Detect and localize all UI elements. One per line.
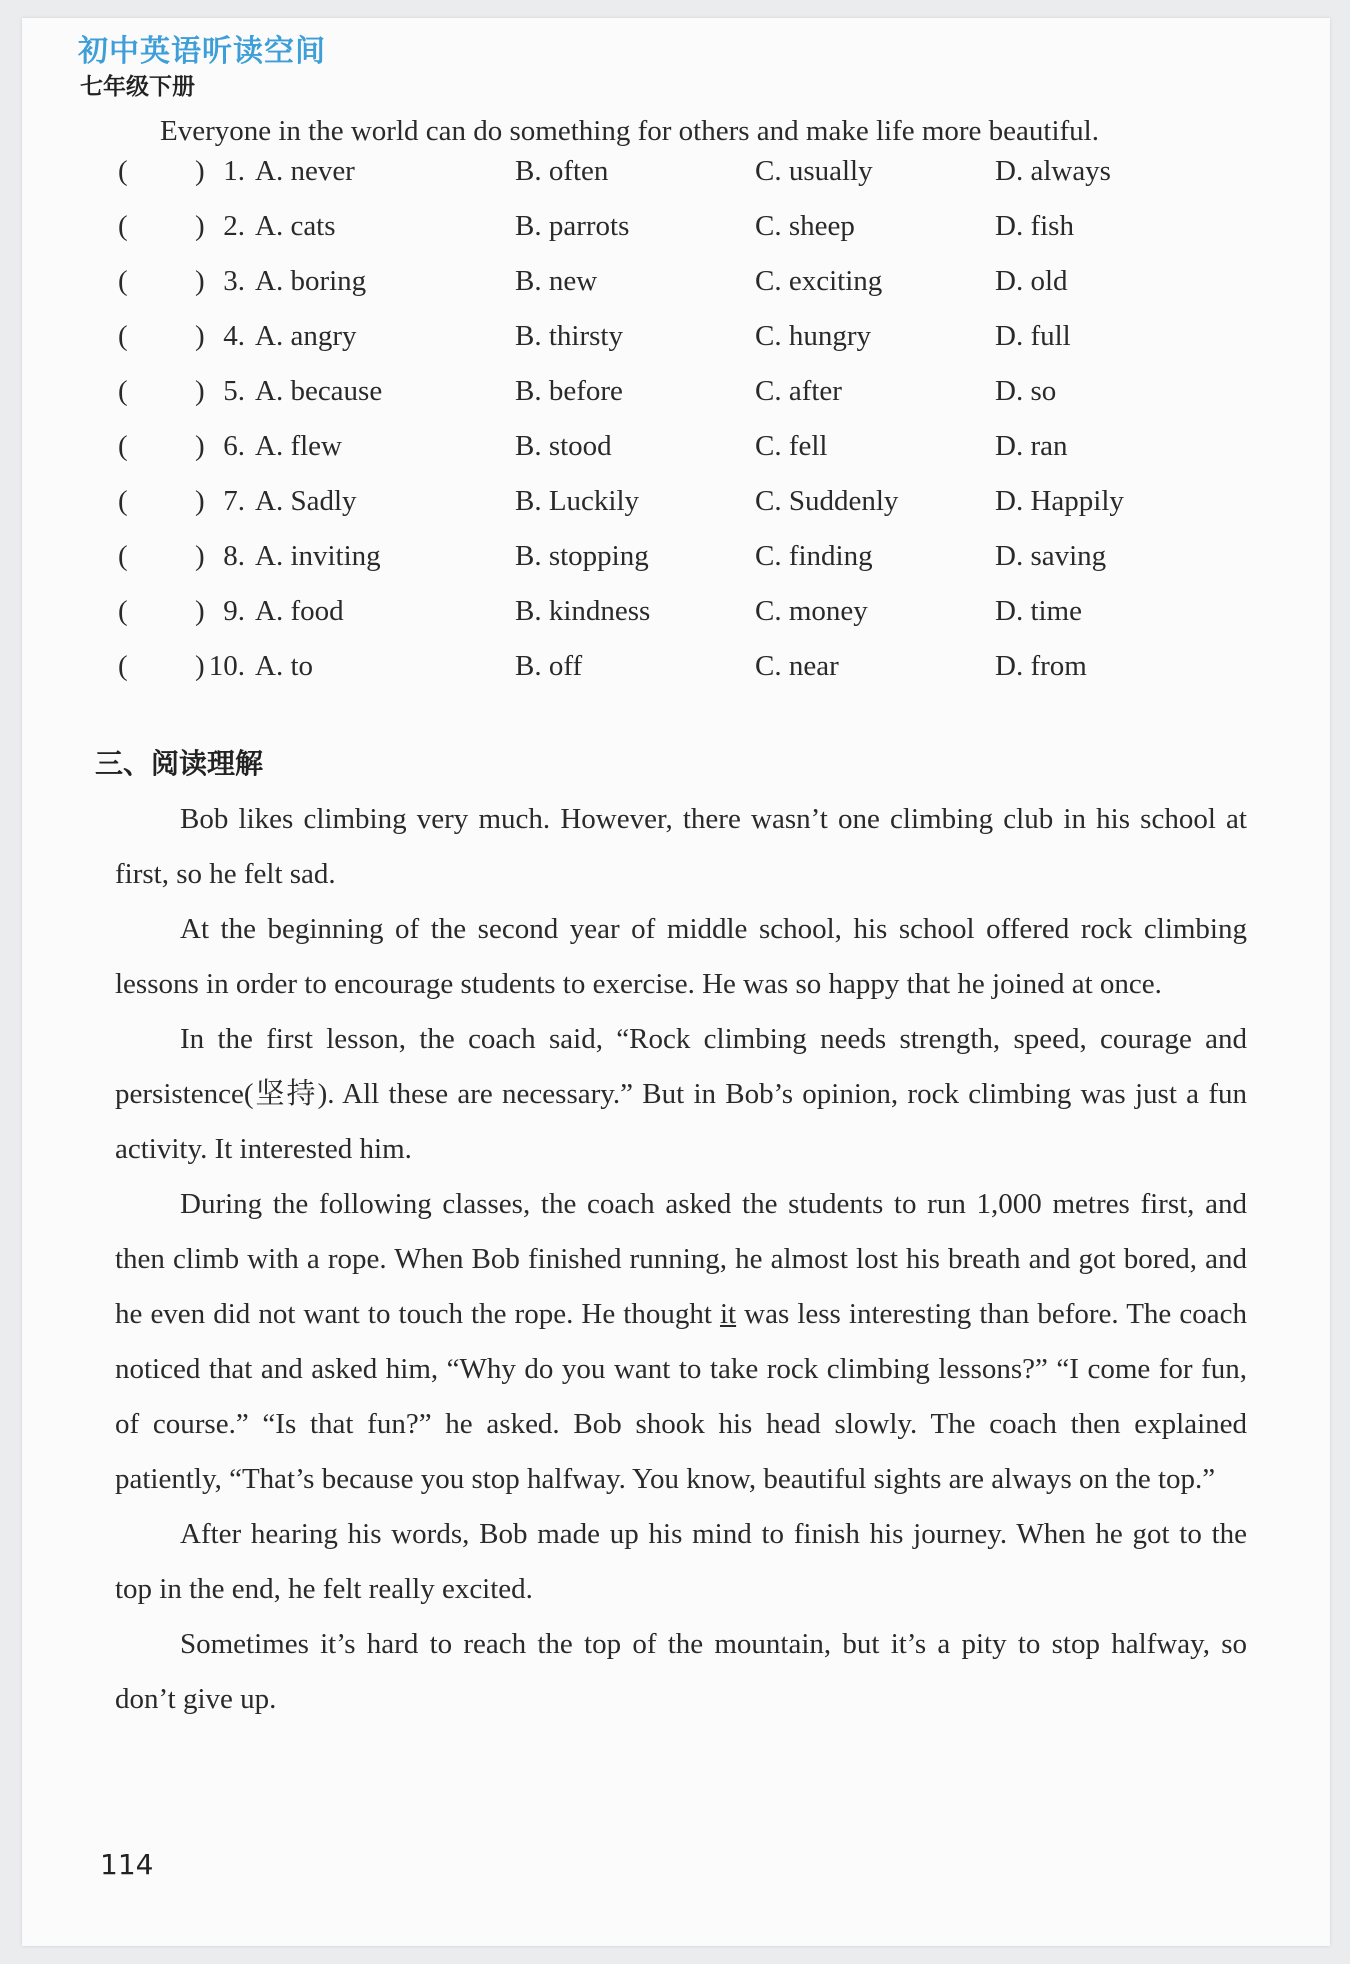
- option-b: B. thirsty: [515, 320, 623, 352]
- book-grade-label: 七年级下册: [80, 74, 195, 100]
- passage-text: was less interesting than before. The coach noticed that and asked him, “Why do you want to take rock climbing lessons?” “I come for fun, of course.” “Is that fun?” he asked. Bob shook his head slowly. The coach then explained patiently, “That’s because you stop halfway. You know, beautiful sights are always on the top.”: [115, 1298, 1247, 1495]
- option-b: B. stopping: [515, 540, 649, 572]
- option-a: A. boring: [255, 265, 367, 297]
- option-d: D. old: [995, 265, 1068, 297]
- answer-blank-close: ): [195, 595, 205, 627]
- option-c: C. sheep: [755, 210, 855, 242]
- question-number: 6.: [223, 430, 245, 462]
- answer-blank-close: ): [195, 650, 205, 682]
- answer-blank-close: ): [195, 540, 205, 572]
- option-a: A. because: [255, 375, 383, 407]
- option-d: D. Happily: [995, 485, 1124, 517]
- answer-blank-open: (: [118, 540, 128, 572]
- answer-blank-close: ): [195, 485, 205, 517]
- answer-blank-open: (: [118, 265, 128, 297]
- option-c: C. hungry: [755, 320, 871, 352]
- answer-blank-open: (: [118, 375, 128, 407]
- option-b: B. Luckily: [515, 485, 640, 517]
- passage-paragraph-6: Sometimes it’s hard to reach the top of the mountain, but it’s a pity to stop halfway, so don’t give up.: [115, 1628, 1247, 1715]
- question-number: 3.: [223, 265, 245, 297]
- passage-paragraph-3: In the first lesson, the coach said, “Rock climbing needs strength, speed, courage and persistence(坚持). All these are necessary.” But in Bob’s opinion, rock climbing was just a fun activity. It interested him.: [115, 1023, 1247, 1165]
- option-c: C. usually: [755, 155, 873, 187]
- option-c: C. finding: [755, 540, 873, 572]
- option-d: D. fish: [995, 210, 1074, 242]
- option-a: A. Sadly: [255, 485, 357, 517]
- option-a: A. never: [255, 155, 355, 187]
- option-a: A. inviting: [255, 540, 381, 572]
- option-b: B. parrots: [515, 210, 630, 242]
- option-d: D. saving: [995, 540, 1107, 572]
- question-number: 1.: [223, 155, 245, 187]
- answer-blank-open: (: [118, 595, 128, 627]
- reading-passage: [115, 792, 1247, 1727]
- answer-blank-close: ): [195, 265, 205, 297]
- answer-blank-open: (: [118, 320, 128, 352]
- option-d: D. full: [995, 320, 1071, 352]
- option-a: A. food: [255, 595, 344, 627]
- option-c: C. Suddenly: [755, 485, 899, 517]
- option-d: D. ran: [995, 430, 1068, 462]
- option-a: A. angry: [255, 320, 357, 352]
- answer-blank-open: (: [118, 210, 128, 242]
- option-d: D. so: [995, 375, 1057, 407]
- answer-blank-close: ): [195, 210, 205, 242]
- passage-paragraph-5: After hearing his words, Bob made up his mind to finish his journey. When he got to the top in the end, he felt really excited.: [115, 1518, 1247, 1605]
- option-d: D. time: [995, 595, 1082, 627]
- answer-blank-close: ): [195, 375, 205, 407]
- option-a: A. flew: [255, 430, 342, 462]
- page-number: 114: [100, 1848, 154, 1881]
- option-b: B. off: [515, 650, 583, 682]
- option-c: C. money: [755, 595, 868, 627]
- answer-blank-close: ): [195, 320, 205, 352]
- question-number: 5.: [223, 375, 245, 407]
- question-number: 4.: [223, 320, 245, 352]
- option-c: C. after: [755, 375, 842, 407]
- underlined-word: it: [719, 1298, 737, 1330]
- option-c: C. fell: [755, 430, 828, 462]
- passage-text: During the following classes, the coach asked the students to run 1,000 metres first, and then climb with a rope. When Bob finished running, he almost lost his breath and got bored, and he even did not want to touch the rope. He thought: [115, 1188, 1247, 1330]
- option-a: A. to: [255, 650, 313, 682]
- answer-blank-open: (: [118, 650, 128, 682]
- passage-paragraph-2: At the beginning of the second year of middle school, his school offered rock climbing lessons in order to encourage students to exercise. He was so happy that he joined at once.: [115, 913, 1247, 1000]
- option-b: B. often: [515, 155, 609, 187]
- passage-paragraph-4: [115, 1177, 1247, 1507]
- option-a: A. cats: [255, 210, 336, 242]
- option-c: C. near: [755, 650, 839, 682]
- question-number: 2.: [223, 210, 245, 242]
- question-number: 9.: [223, 595, 245, 627]
- section-title-reading: 三、阅读理解: [95, 747, 264, 780]
- option-b: B. kindness: [515, 595, 651, 627]
- question-number: 7.: [223, 485, 245, 517]
- option-b: B. stood: [515, 430, 612, 462]
- book-series-title: 初中英语听读空间: [78, 34, 326, 69]
- answer-blank-close: ): [195, 430, 205, 462]
- option-d: D. always: [995, 155, 1111, 187]
- question-number: 10.: [208, 650, 245, 682]
- option-d: D. from: [995, 650, 1087, 682]
- cloze-closing-sentence: Everyone in the world can do something for others and make life more beautiful.: [160, 115, 1099, 147]
- answer-blank-close: ): [195, 155, 205, 187]
- passage-paragraph-1: Bob likes climbing very much. However, there wasn’t one climbing club in his school at first, so he felt sad.: [115, 803, 1247, 890]
- option-b: B. new: [515, 265, 598, 297]
- answer-blank-open: (: [118, 155, 128, 187]
- option-b: B. before: [515, 375, 623, 407]
- question-number: 8.: [223, 540, 245, 572]
- answer-blank-open: (: [118, 430, 128, 462]
- option-c: C. exciting: [755, 265, 883, 297]
- answer-blank-open: (: [118, 485, 128, 517]
